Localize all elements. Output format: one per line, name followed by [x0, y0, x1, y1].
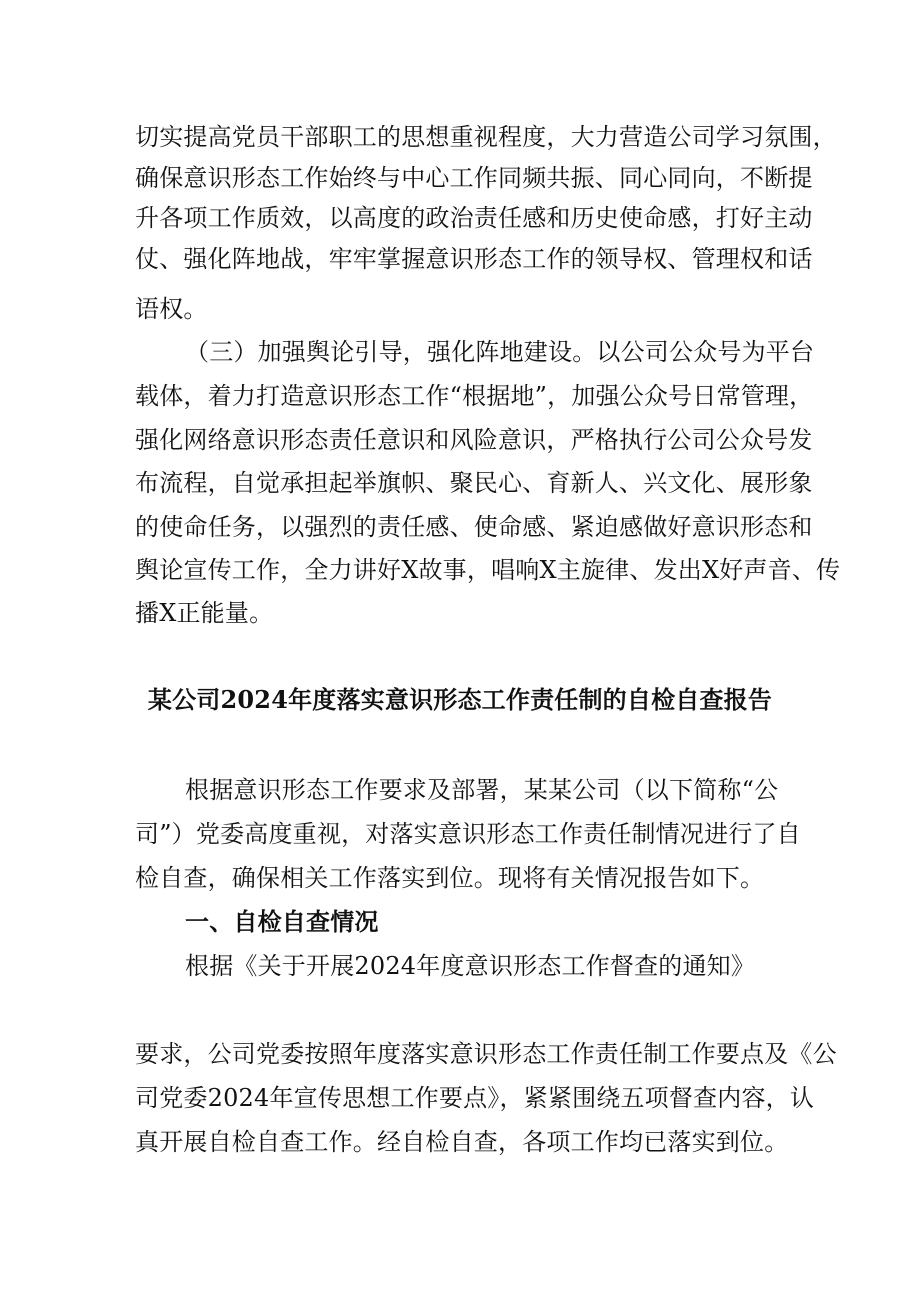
- paragraph-line: 强化网络意识形态责任意识和风险意识，严格执行公司公众号发: [135, 426, 813, 454]
- paragraph-line: 司”）党委高度重视，对落实意识形态工作责任制情况进行了自: [135, 820, 801, 848]
- paragraph-line: 播X正能量。: [135, 599, 274, 627]
- paragraph-line: 载体，着力打造意识形态工作“根据地”，加强公众号日常管理，: [135, 382, 814, 410]
- section-heading: 一、自检自查情况: [185, 907, 379, 936]
- report-title: 某公司2024年度落实意识形态工作责任制的自检自查报告: [147, 685, 773, 714]
- paragraph-line: 切实提高党员干部职工的思想重视程度，大力营造公司学习氛围，: [135, 123, 837, 151]
- paragraph-line: 升各项工作质效，以高度的政治责任感和历史使命感，打好主动: [135, 204, 813, 232]
- paragraph-line: 根据《关于开展2024年度意识形态工作督查的通知》: [185, 952, 756, 980]
- paragraph-line: 真开展自检自查工作。经自检自查，各项工作均已落实到位。: [135, 1128, 789, 1156]
- paragraph-line: 布流程，自觉承担起举旗帜、聚民心、育新人、兴文化、展形象: [135, 469, 813, 497]
- paragraph-line: 舆论宣传工作，全力讲好X故事，唱响X主旋律、发出X好声音、传: [135, 556, 841, 584]
- paragraph-line: 要求，公司党委按照年度落实意识形态工作责任制工作要点及《公: [135, 1040, 837, 1068]
- paragraph-line: 检自查，确保相关工作落实到位。现将有关情况报告如下。: [135, 864, 765, 892]
- paragraph-line: 仗、强化阵地战，牢牢掌握意识形态工作的领导权、管理权和话: [135, 245, 813, 273]
- paragraph-line: 确保意识形态工作始终与中心工作同频共振、同心同向，不断提: [135, 164, 813, 192]
- paragraph-line: 根据意识形态工作要求及部署，某某公司（以下简称“公: [185, 776, 779, 804]
- paragraph-line: 的使命任务，以强烈的责任感、使命感、紧迫感做好意识形态和: [135, 513, 813, 541]
- paragraph-line: 语权。: [135, 295, 208, 323]
- paragraph-line: 司党委2024年宣传思想工作要点》，紧紧围绕五项督查内容，认: [135, 1084, 815, 1112]
- paragraph-line: （三）加强舆论引导，强化阵地建设。以公司公众号为平台: [185, 338, 815, 366]
